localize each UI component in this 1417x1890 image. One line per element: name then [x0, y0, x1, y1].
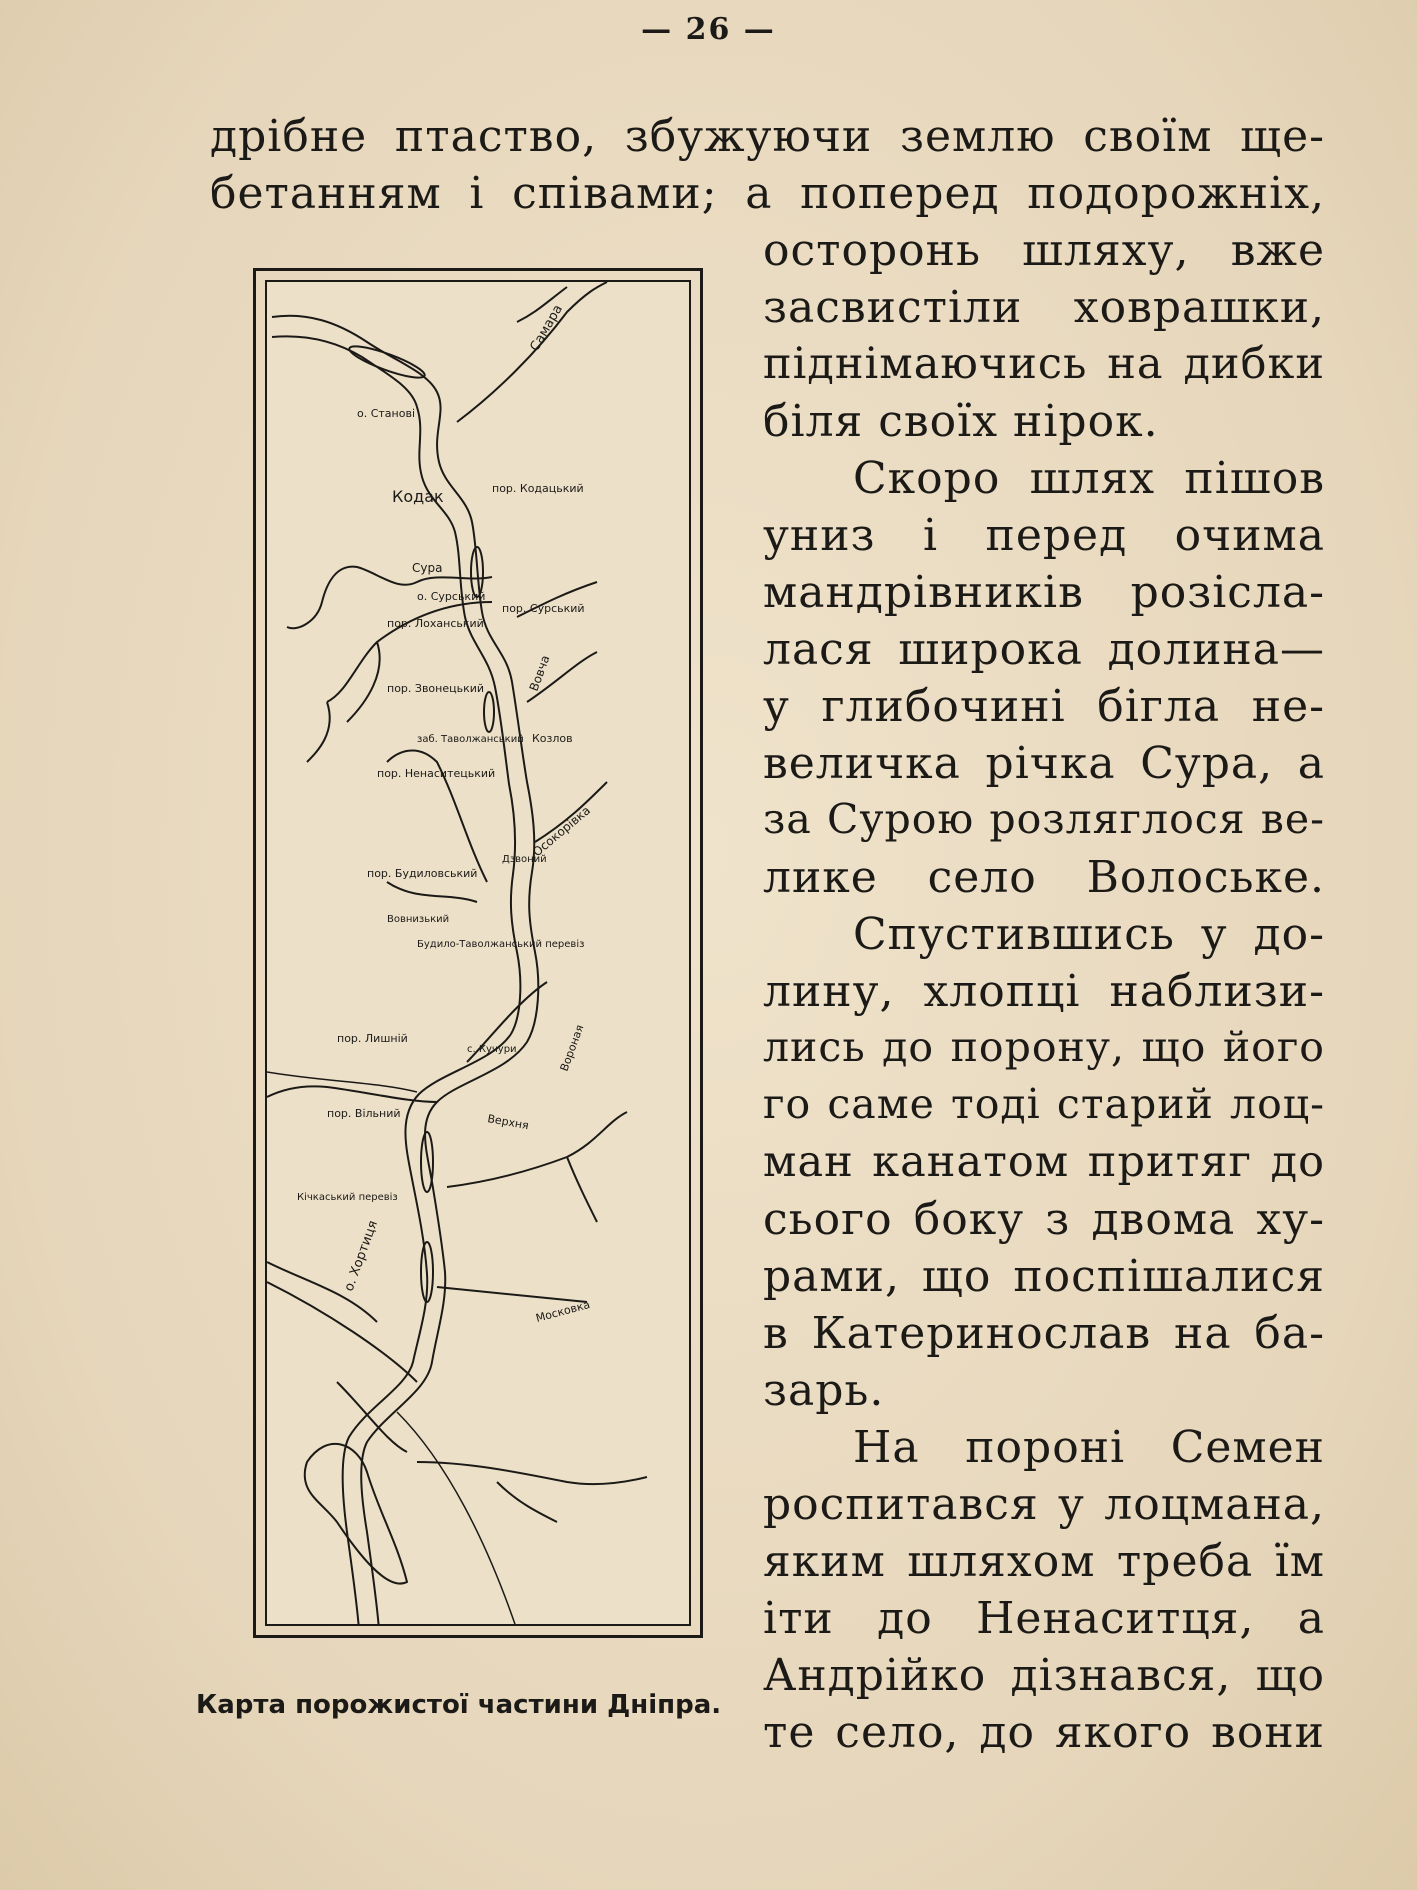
text-line: біля своїх нірок. [763, 396, 1159, 447]
map-caption: Карта порожистої частини Дніпра. [196, 1690, 722, 1720]
map-frame [253, 268, 703, 1638]
text-line: роспитався у лоцмана, [763, 1479, 1325, 1530]
text-line: лике село Волоське. [763, 852, 1325, 903]
text-line: Спустившись у до- [853, 909, 1325, 960]
text-line: те село, до якого вони [763, 1707, 1325, 1758]
map-label: пор. Будиловський [367, 867, 478, 880]
text-line: лись до порону, що його [763, 1023, 1325, 1071]
oskorivka-river [535, 782, 607, 842]
text-line: іти до Ненаситця, а [763, 1593, 1325, 1644]
text-line: лину, хлопці наблизи- [763, 966, 1325, 1017]
map-label: пор. Звонецький [387, 682, 485, 695]
vorona-river [447, 1112, 627, 1187]
map-labels [297, 302, 593, 1325]
map-label: Кічкаський перевіз [297, 1192, 398, 1203]
text-line: у глибочині бігла не- [763, 681, 1325, 732]
map-label: Верхня [486, 1112, 530, 1133]
map-label: о. Хортиця [341, 1218, 382, 1294]
samara-river [457, 282, 607, 422]
dnipro-rapids-map [265, 280, 691, 1626]
text-line: мандрівників розісла- [763, 567, 1325, 618]
text-line: рами, що поспішалися [763, 1251, 1325, 1302]
text-line: піднімаючись на дибки [763, 339, 1325, 389]
text-line: дрібне птаство, збужуючи землю своїм ще- [210, 111, 1325, 162]
text-line: зарь. [763, 1365, 885, 1416]
text-line: величка річка Сура, а [763, 738, 1325, 789]
map-label: Сура [412, 561, 443, 575]
text-line: Андрійко дізнався, що [763, 1650, 1325, 1701]
text-line: в Катеринослав на ба- [763, 1308, 1325, 1359]
dnipro-left-bank [272, 316, 538, 1626]
khortytsia-island [305, 1444, 407, 1584]
page-number: — 26 — [641, 12, 776, 47]
map-label: пор. Лишній [337, 1032, 408, 1045]
map-label: пор. Лоханський [387, 617, 484, 630]
map-label: Вовча [526, 653, 553, 694]
text-line: Скоро шлях пішов [853, 453, 1325, 504]
text-line: за Сурою розляглося ве- [763, 795, 1325, 843]
map-label: Вороная [557, 1022, 587, 1074]
map-label: о. Сурський [417, 590, 486, 603]
map-label: Кодак [392, 487, 444, 506]
map-label: с. Кучури [467, 1044, 517, 1055]
map-label: Вовнизький [387, 914, 450, 925]
text-line: ман канатом притяг до [763, 1137, 1325, 1187]
map-label: пор. Вільний [327, 1107, 401, 1120]
map-label: Самара [527, 302, 566, 354]
map-label: Осокорівка [529, 803, 594, 860]
text-line: униз і перед очима [763, 510, 1325, 561]
map-drawing [267, 282, 691, 1626]
moskovka-river [417, 1462, 647, 1484]
text-line: го саме тоді старий лоц- [763, 1080, 1325, 1128]
text-line: осторонь шляху, вже [763, 225, 1325, 276]
map-label: пор. Ненаситецький [377, 767, 496, 780]
map-label: заб. Таволжанський [417, 734, 524, 745]
map-label: пор. Сурський [502, 602, 585, 615]
map-label: Московка [534, 1297, 592, 1325]
map-label: Будило-Таволжанський перевіз [417, 939, 585, 950]
text-line: На пороні Семен [853, 1422, 1325, 1473]
text-line: засвистіли ховрашки, [763, 282, 1325, 333]
text-line: бетанням і співами; а поперед подорожніх, [210, 168, 1325, 219]
railway-line [397, 1412, 517, 1626]
text-line: яким шляхом треба їм [763, 1536, 1325, 1587]
text-line: лася широка долина— [763, 624, 1325, 675]
map-label: Дзвоний [502, 854, 547, 865]
map-label: о. Станові [357, 407, 416, 420]
dnipro-right-bank [272, 336, 520, 1626]
map-label: Козлов [532, 732, 573, 745]
text-line: сього боку з двома ху- [763, 1194, 1325, 1245]
map-label: пор. Кодацький [492, 482, 584, 495]
